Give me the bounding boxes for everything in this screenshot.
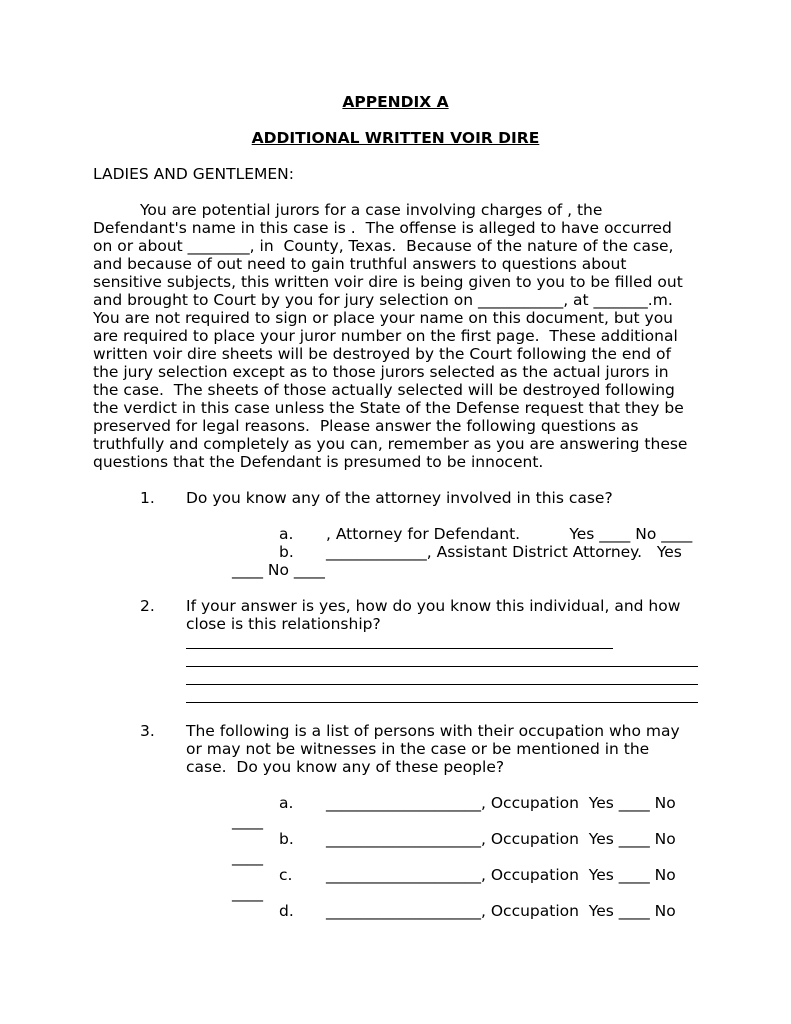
attorney-district-field: _____________, Assistant District Attorney. Yes [326,543,682,561]
item-label: a. [279,525,294,543]
item-label: d. [279,902,294,920]
attorney-district-continued: ____ No ____ [232,561,325,579]
question-text: If your answer is yes, how do you know this individual, and how [186,597,681,615]
question-text: or may not be witnesses in the case or be mentioned in the [186,740,650,758]
item-label: b. [279,543,294,561]
attorney-defendant-field: , Attorney for Defendant. Yes ____ No ____ [326,525,693,543]
paragraph-line: Defendant's name in this case is . The offense is alleged to have occurred [93,219,672,237]
question-text: The following is a list of persons with their occupation who may [186,722,680,740]
answer-line[interactable] [186,648,613,649]
witness-field-continued: ____ [232,884,263,902]
paragraph-line: on or about ________, in County, Texas. Because of the nature of the case, [93,237,674,255]
paragraph-line: the case. The sheets of those actually selected will be destroyed following [93,381,675,399]
answer-line[interactable] [186,702,698,703]
question-text: case. Do you know any of these people? [186,758,505,776]
paragraph-line: and brought to Court by you for jury selection on ___________, at _______.m. [93,291,673,309]
paragraph-line: You are potential jurors for a case involving charges of , the [140,201,603,219]
question-number: 3. [140,722,155,740]
witness-field: ____________________, Occupation Yes ____ No [326,866,676,884]
item-label: c. [279,866,293,884]
paragraph-line: written voir dire sheets will be destroyed by the Court following the end of [93,345,671,363]
witness-field: ____________________, Occupation Yes ____ No [326,830,676,848]
paragraph-line: sensitive subjects, this written voir dire is being given to you to be filled out [93,273,683,291]
item-label: b. [279,830,294,848]
witness-field: ____________________, Occupation Yes ____ No [326,794,676,812]
paragraph-line: are required to place your juror number on the first page. These additional [93,327,678,345]
paragraph-line: You are not required to sign or place your name on this document, but you [93,309,674,327]
salutation: LADIES AND GENTLEMEN: [93,165,295,183]
paragraph-line: the jury selection except as to those jurors selected as the actual jurors in [93,363,669,381]
paragraph-line: preserved for legal reasons. Please answer the following questions as [93,417,639,435]
paragraph-line: questions that the Defendant is presumed to be innocent. [93,453,544,471]
witness-field-continued: ____ [232,848,263,866]
item-label: a. [279,794,294,812]
page-title: APPENDIX A [342,93,449,111]
paragraph-line: and because of out need to gain truthful answers to questions about [93,255,627,273]
witness-field: ____________________, Occupation Yes ____ No [326,902,676,920]
question-number: 2. [140,597,155,615]
question-text: close is this relationship? [186,615,381,633]
witness-field-continued: ____ [232,812,263,830]
answer-line[interactable] [186,666,698,667]
question-text: Do you know any of the attorney involved in this case? [186,489,613,507]
paragraph-line: the verdict in this case unless the State of the Defense request that they be [93,399,684,417]
paragraph-line: truthfully and completely as you can, remember as you are answering these [93,435,688,453]
answer-line[interactable] [186,684,698,685]
question-number: 1. [140,489,155,507]
page-subtitle: ADDITIONAL WRITTEN VOIR DIRE [251,129,540,147]
